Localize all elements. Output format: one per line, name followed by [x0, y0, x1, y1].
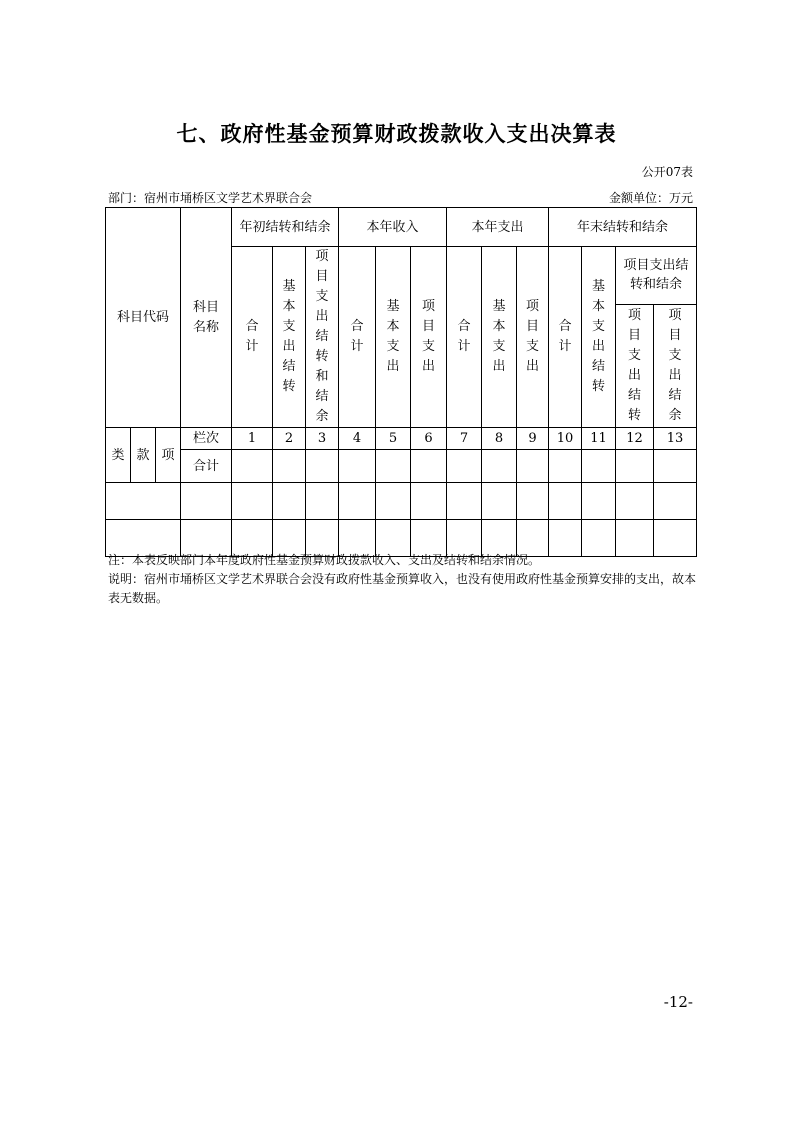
end-project-balance-header: 项目支出结余 — [654, 305, 697, 428]
table-row — [106, 483, 697, 520]
expense-total-header: 合计 — [447, 247, 482, 428]
end-total-header: 合计 — [549, 247, 582, 428]
form-code: 公开07表 — [641, 165, 693, 179]
column-number: 6 — [411, 428, 447, 450]
class-label-kuan: 款 — [131, 428, 156, 483]
expense-project-header: 项目支出 — [517, 247, 549, 428]
page-number: -12- — [663, 993, 693, 1011]
notes — [108, 551, 698, 608]
begin-basic-header: 基本支出结转 — [273, 247, 306, 428]
page-title: 七、政府性基金预算财政拨款收入支出决算表 — [176, 122, 617, 146]
subject-code-header: 科目代码 — [106, 208, 181, 428]
expense-basic-header: 基本支出 — [482, 247, 517, 428]
column-number: 10 — [549, 428, 582, 450]
explanation-line: 说明：宿州市埇桥区文学艺术界联合会没有政府性基金预算收入，也没有使用政府性基金预算安排的支出，故本表无数据。 — [108, 572, 697, 605]
budget-table — [105, 207, 697, 557]
begin-total-header: 合计 — [232, 247, 273, 428]
column-number: 8 — [482, 428, 517, 450]
column-number: 5 — [376, 428, 411, 450]
class-label-xiang: 项 — [156, 428, 181, 483]
subject-name-header: 科目名称 — [181, 208, 232, 428]
column-number: 13 — [654, 428, 697, 450]
end-basic-header: 基本支出结转 — [582, 247, 616, 428]
department-label: 部门：宿州市埇桥区文学艺术界联合会 — [108, 191, 313, 205]
begin-project-header: 项目支出结转和结余 — [306, 247, 339, 428]
column-number: 3 — [306, 428, 339, 450]
end-project-carry-header: 项目支出结转 — [616, 305, 654, 428]
column-number: 4 — [339, 428, 376, 450]
income-total-header: 合计 — [339, 247, 376, 428]
note-line: 注：本表反映部门本年度政府性基金预算财政拨款收入、支出及结转和结余情况。 — [108, 553, 541, 567]
unit-label: 金额单位：万元 — [608, 191, 693, 205]
income-header: 本年收入 — [339, 208, 447, 247]
begin-balance-header: 年初结转和结余 — [232, 208, 339, 247]
income-project-header: 项目支出 — [411, 247, 447, 428]
expense-header: 本年支出 — [447, 208, 549, 247]
end-project-header: 项目支出结转和结余 — [616, 247, 697, 305]
column-number: 2 — [273, 428, 306, 450]
column-number: 7 — [447, 428, 482, 450]
column-number: 11 — [582, 428, 616, 450]
income-basic-header: 基本支出 — [376, 247, 411, 428]
column-row-label: 栏次 — [181, 428, 232, 450]
total-row-label: 合计 — [181, 450, 232, 483]
end-balance-header: 年末结转和结余 — [549, 208, 697, 247]
class-label-lei: 类 — [106, 428, 131, 483]
column-number: 1 — [232, 428, 273, 450]
column-number: 12 — [616, 428, 654, 450]
column-number: 9 — [517, 428, 549, 450]
